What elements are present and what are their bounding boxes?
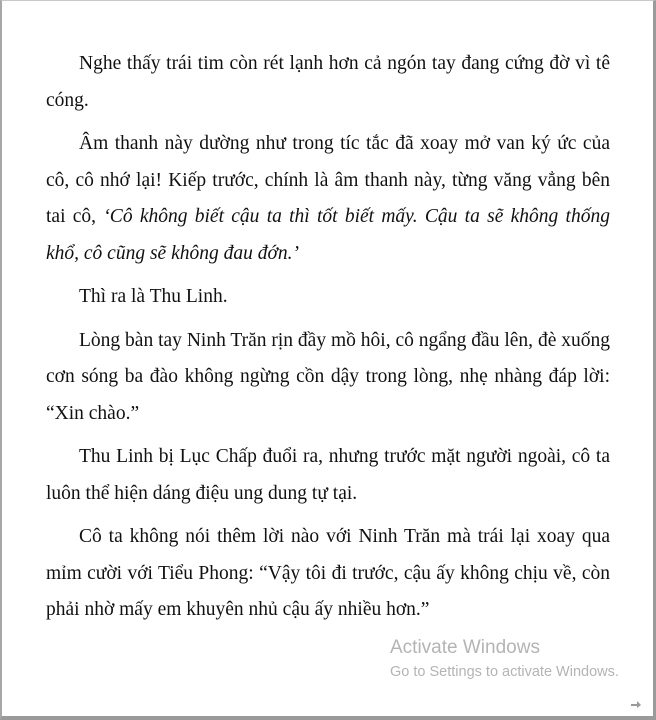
document-page	[46, 46, 610, 636]
paragraph-1	[46, 46, 610, 119]
paragraph-text: Nghe thấy trái tim còn rét lạnh hơn cả ngón tay đang cứng đờ vì tê cóng.	[46, 53, 610, 111]
paragraph-6	[46, 519, 610, 629]
resize-grip-icon[interactable]	[630, 698, 642, 708]
paragraph-text: Lòng bàn tay Ninh Trăn rịn đầy mồ hôi, cô ngẩng đầu lên, đè xuống cơn sóng ba đào không ngừng cồn dậy trong lòng, nhẹ nhàng đáp lời: “Xin chào.”	[46, 329, 610, 424]
activate-windows-watermark	[390, 635, 619, 683]
paragraph-text: Âm thanh này dường như trong tíc tắc đã xoay mở van ký ức của cô, cô nhớ lại! Kiếp trước, chính là âm thanh này, từng văng vẳng bên tai cô,	[46, 133, 610, 227]
resize-grip-icon-svg	[630, 698, 642, 708]
italic-quote: ‘Cô không biết cậu ta thì tốt biết mấy. Cậu ta sẽ không thống khổ, cô cũng sẽ không đau đớn.’	[46, 206, 610, 264]
paragraph-4	[46, 323, 610, 433]
watermark-subtitle: Go to Settings to activate Windows.	[390, 664, 619, 680]
paragraph-3	[46, 279, 610, 316]
paragraph-text: Thì ra là Thu Linh.	[79, 286, 228, 307]
paragraph-text: Thu Linh bị Lục Chấp đuổi ra, nhưng trước mặt người ngoài, cô ta luôn thể hiện dáng điệu ung dung tự tại.	[46, 446, 610, 504]
watermark-title: Activate Windows	[390, 637, 540, 658]
paragraph-2	[46, 126, 610, 272]
paragraph-5	[46, 439, 610, 512]
paragraph-text: Cô ta không nói thêm lời nào với Ninh Trăn mà trái lại xoay qua mỉm cười với Tiểu Phong: “Vậy tôi đi trước, cậu ấy không chịu về, còn phải nhờ mấy em khuyên nhủ cậu ấy nhiều hơn.”	[46, 526, 610, 620]
